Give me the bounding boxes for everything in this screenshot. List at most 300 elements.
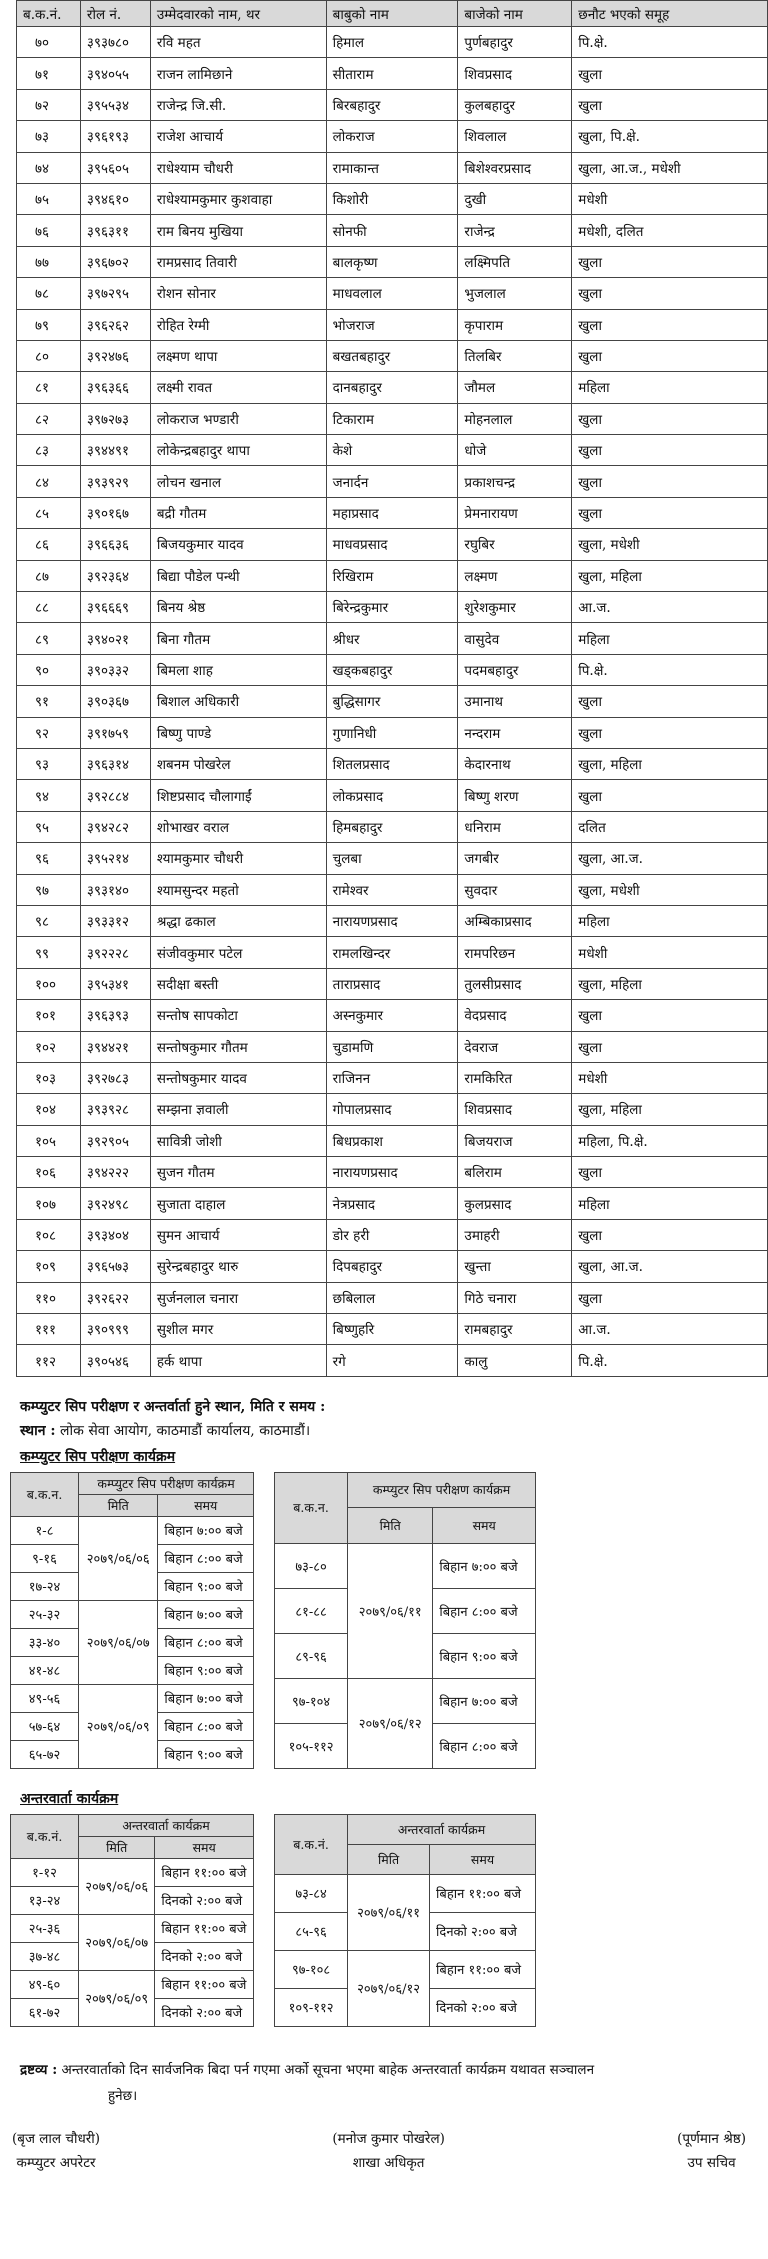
cell-father: गुणानिधी bbox=[326, 717, 458, 748]
signature-name: (पूर्णमान श्रेष्ठ) bbox=[677, 2130, 746, 2147]
cell-name: हर्क थापा bbox=[150, 1345, 326, 1376]
cell-name: राजेन्द्र जि.सी. bbox=[150, 89, 326, 120]
cell-group: मधेशी, दलित bbox=[572, 215, 768, 246]
cell-name: लक्ष्मण थापा bbox=[150, 340, 326, 371]
cell-grandfather: प्रकाशचन्द्र bbox=[458, 466, 572, 497]
cell-roll: ३९२३६४ bbox=[80, 560, 150, 591]
cell-bakan: ९४ bbox=[17, 780, 81, 811]
sched-range: १-१२ bbox=[11, 1858, 79, 1886]
cell-father: नारायणप्रसाद bbox=[326, 1157, 458, 1188]
cell-father: बिधप्रकाश bbox=[326, 1125, 458, 1156]
cell-bakan: ७२ bbox=[17, 89, 81, 120]
sched-date: २०७९/०६/११ bbox=[348, 1543, 433, 1678]
cell-grandfather: कृपाराम bbox=[458, 309, 572, 340]
cell-name: श्यामसुन्दर महतो bbox=[150, 874, 326, 905]
cell-roll: ३९२६२२ bbox=[80, 1282, 150, 1313]
cell-roll: ३९५५३४ bbox=[80, 89, 150, 120]
sched-range: ७३-८० bbox=[275, 1543, 348, 1588]
header-name: उम्मेदवारको नाम, थर bbox=[150, 1, 326, 27]
cell-father: नारायणप्रसाद bbox=[326, 905, 458, 936]
table-row bbox=[17, 748, 768, 779]
signature-officer bbox=[332, 2127, 445, 2175]
cell-group: खुला bbox=[572, 466, 768, 497]
cell-bakan: ९३ bbox=[17, 748, 81, 779]
sched-date: २०७९/०६/०७ bbox=[79, 1914, 155, 1970]
cell-group: महिला bbox=[572, 905, 768, 936]
cell-father: माधवप्रसाद bbox=[326, 529, 458, 560]
cell-grandfather: शिवप्रसाद bbox=[458, 58, 572, 89]
computer-schedule-left bbox=[10, 1472, 254, 1769]
cell-grandfather: खुन्ता bbox=[458, 1251, 572, 1282]
sched-date: २०७९/०६/०९ bbox=[79, 1684, 158, 1768]
cell-father: माधवलाल bbox=[326, 278, 458, 309]
cell-grandfather: रामबहादुर bbox=[458, 1314, 572, 1345]
sched-time: बिहान ११:०० बजे bbox=[430, 1950, 536, 1988]
cell-roll: ३९२२२८ bbox=[80, 937, 150, 968]
header-roll: रोल नं. bbox=[80, 1, 150, 27]
cell-father: भोजराज bbox=[326, 309, 458, 340]
cell-roll: ३९६१९३ bbox=[80, 121, 150, 152]
cell-grandfather: प्रेमनारायण bbox=[458, 497, 572, 528]
cell-roll: ३९२४९८ bbox=[80, 1188, 150, 1219]
table-row bbox=[17, 1031, 768, 1062]
cell-name: लोकेन्द्रबहादुर थापा bbox=[150, 435, 326, 466]
sched-time: बिहान ९:०० बजे bbox=[433, 1633, 536, 1678]
cell-group: खुला bbox=[572, 246, 768, 277]
table-row bbox=[17, 1000, 768, 1031]
sched-header-group: कम्प्युटर सिप परीक्षण कार्यक्रम bbox=[79, 1472, 254, 1494]
cell-father: रामलखिन्दर bbox=[326, 937, 458, 968]
signature-row bbox=[12, 2127, 746, 2175]
cell-father: शितलप्रसाद bbox=[326, 748, 458, 779]
cell-roll: ३९६३११ bbox=[80, 215, 150, 246]
signature-deputy bbox=[677, 2127, 746, 2175]
cell-roll: ३९२८८४ bbox=[80, 780, 150, 811]
sched-time: बिहान ८:०० बजे bbox=[158, 1544, 254, 1572]
cell-roll: ३९२९०५ bbox=[80, 1125, 150, 1156]
sched-range: १-८ bbox=[11, 1516, 79, 1544]
cell-group: खुला bbox=[572, 1282, 768, 1313]
sched-time: बिहान ७:०० बजे bbox=[433, 1678, 536, 1723]
sched-range: ३७-४८ bbox=[11, 1942, 79, 1970]
sched-row bbox=[11, 1516, 254, 1544]
header-grandfather: बाजेको नाम bbox=[458, 1, 572, 27]
cell-bakan: ८७ bbox=[17, 560, 81, 591]
cell-group: खुला bbox=[572, 780, 768, 811]
cell-group: खुला bbox=[572, 1219, 768, 1250]
cell-name: रामप्रसाद तिवारी bbox=[150, 246, 326, 277]
header-bakan: ब.क.नं. bbox=[17, 1, 81, 27]
cell-bakan: ८५ bbox=[17, 497, 81, 528]
cell-bakan: ११२ bbox=[17, 1345, 81, 1376]
cell-roll: ३९४६१० bbox=[80, 183, 150, 214]
cell-bakan: ७० bbox=[17, 27, 81, 58]
cell-name: लोचन खनाल bbox=[150, 466, 326, 497]
table-row bbox=[17, 27, 768, 58]
table-row bbox=[17, 1219, 768, 1250]
table-row bbox=[17, 937, 768, 968]
cell-father: गोपालप्रसाद bbox=[326, 1094, 458, 1125]
cell-bakan: १०६ bbox=[17, 1157, 81, 1188]
table-row bbox=[17, 811, 768, 842]
sched-time: दिनको २:०० बजे bbox=[155, 1942, 254, 1970]
cell-grandfather: रामकिरित bbox=[458, 1062, 572, 1093]
cell-bakan: ८३ bbox=[17, 435, 81, 466]
sched-range: ३३-४० bbox=[11, 1628, 79, 1656]
sched-row bbox=[11, 1600, 254, 1628]
cell-father: सोनफी bbox=[326, 215, 458, 246]
cell-roll: ३९३१४० bbox=[80, 874, 150, 905]
sched-header-date: मिति bbox=[79, 1494, 158, 1516]
table-row bbox=[17, 121, 768, 152]
cell-group: खुला bbox=[572, 497, 768, 528]
table-row bbox=[17, 717, 768, 748]
cell-group: खुला, पि.क्षे. bbox=[572, 121, 768, 152]
cell-bakan: १०० bbox=[17, 968, 81, 999]
cell-roll: ३९३४०४ bbox=[80, 1219, 150, 1250]
sched-time: बिहान ११:०० बजे bbox=[155, 1914, 254, 1942]
cell-group: महिला bbox=[572, 623, 768, 654]
table-row bbox=[17, 372, 768, 403]
cell-bakan: ७३ bbox=[17, 121, 81, 152]
sched-time: बिहान ११:०० बजे bbox=[430, 1874, 536, 1912]
sched-header-group: कम्प्युटर सिप परीक्षण कार्यक्रम bbox=[348, 1472, 536, 1507]
cell-name: रोशन सोनार bbox=[150, 278, 326, 309]
cell-roll: ३९२७८३ bbox=[80, 1062, 150, 1093]
cell-bakan: ७५ bbox=[17, 183, 81, 214]
table-row bbox=[17, 1062, 768, 1093]
cell-name: लक्ष्मी रावत bbox=[150, 372, 326, 403]
table-row bbox=[17, 1125, 768, 1156]
cell-name: रोहित रेग्मी bbox=[150, 309, 326, 340]
interview-schedule-right bbox=[274, 1814, 536, 2027]
sched-row bbox=[275, 1678, 536, 1723]
sched-header-time: समय bbox=[433, 1508, 536, 1543]
cell-name: रवि महत bbox=[150, 27, 326, 58]
cell-group: खुला, महिला bbox=[572, 968, 768, 999]
cell-roll: ३९६३१४ bbox=[80, 748, 150, 779]
cell-father: अस्नकुमार bbox=[326, 1000, 458, 1031]
cell-father: रगे bbox=[326, 1345, 458, 1376]
interview-section-title: अन्तरवार्ता कार्यक्रम bbox=[20, 1790, 119, 1807]
sched-header-bakan: ब.क.नं. bbox=[275, 1814, 348, 1874]
cell-bakan: १०९ bbox=[17, 1251, 81, 1282]
cell-group: खुला bbox=[572, 717, 768, 748]
cell-name: राजन लामिछाने bbox=[150, 58, 326, 89]
cell-bakan: ९५ bbox=[17, 811, 81, 842]
cell-father: ताराप्रसाद bbox=[326, 968, 458, 999]
sched-range: ४९-५६ bbox=[11, 1684, 79, 1712]
cell-name: शबनम पोखरेल bbox=[150, 748, 326, 779]
sched-range: ६५-७२ bbox=[11, 1740, 79, 1768]
cell-group: दलित bbox=[572, 811, 768, 842]
cell-bakan: १०३ bbox=[17, 1062, 81, 1093]
cell-bakan: ८१ bbox=[17, 372, 81, 403]
cell-roll: ३९४२८२ bbox=[80, 811, 150, 842]
cell-grandfather: धनिराम bbox=[458, 811, 572, 842]
signature-name: (मनोज कुमार पोखरेल) bbox=[332, 2130, 445, 2147]
cell-father: लोकप्रसाद bbox=[326, 780, 458, 811]
cell-group: खुला, मधेशी bbox=[572, 529, 768, 560]
note-line-1 bbox=[20, 2057, 760, 2083]
cell-father: नेत्रप्रसाद bbox=[326, 1188, 458, 1219]
table-row bbox=[17, 686, 768, 717]
cell-grandfather: भुजलाल bbox=[458, 278, 572, 309]
cell-bakan: ९० bbox=[17, 654, 81, 685]
cell-father: बखतबहादुर bbox=[326, 340, 458, 371]
cell-father: खड्कबहादुर bbox=[326, 654, 458, 685]
sched-row bbox=[275, 1874, 536, 1912]
table-row bbox=[17, 152, 768, 183]
cell-name: सन्तोषकुमार यादव bbox=[150, 1062, 326, 1093]
cell-roll: ३९७२७३ bbox=[80, 403, 150, 434]
cell-roll: ३९३९२९ bbox=[80, 466, 150, 497]
cell-grandfather: दुखी bbox=[458, 183, 572, 214]
table-row bbox=[17, 1157, 768, 1188]
cell-roll: ३९०९९९ bbox=[80, 1314, 150, 1345]
table-row bbox=[17, 780, 768, 811]
cell-father: बिरेन्द्रकुमार bbox=[326, 592, 458, 623]
cell-group: खुला, महिला bbox=[572, 748, 768, 779]
cell-name: बिद्या पौडेल पन्थी bbox=[150, 560, 326, 591]
computer-schedule-row bbox=[8, 1472, 760, 1769]
cell-group: मधेशी bbox=[572, 1062, 768, 1093]
cell-bakan: ७१ bbox=[17, 58, 81, 89]
sched-time: बिहान ९:०० बजे bbox=[158, 1740, 254, 1768]
cell-roll: ३९०३३२ bbox=[80, 654, 150, 685]
sched-range: १०५-११२ bbox=[275, 1723, 348, 1768]
signature-title: शाखा अधिकृत bbox=[352, 2154, 425, 2171]
cell-grandfather: कुलप्रसाद bbox=[458, 1188, 572, 1219]
cell-grandfather: बिजयराज bbox=[458, 1125, 572, 1156]
cell-grandfather: तुलसीप्रसाद bbox=[458, 968, 572, 999]
sched-date: २०७९/०६/१२ bbox=[348, 1950, 430, 2026]
cell-bakan: १०२ bbox=[17, 1031, 81, 1062]
sched-time: बिहान ८:०० बजे bbox=[158, 1712, 254, 1740]
cell-bakan: ७६ bbox=[17, 215, 81, 246]
cell-father: छबिलाल bbox=[326, 1282, 458, 1313]
cell-roll: ३९०५४६ bbox=[80, 1345, 150, 1376]
sched-header-bakan: ब.क.न. bbox=[11, 1472, 79, 1516]
cell-grandfather: राजेन्द्र bbox=[458, 215, 572, 246]
sched-range: ८९-९६ bbox=[275, 1633, 348, 1678]
cell-grandfather: वेदप्रसाद bbox=[458, 1000, 572, 1031]
cell-roll: ३९४४९१ bbox=[80, 435, 150, 466]
cell-group: खुला, मधेशी bbox=[572, 874, 768, 905]
cell-roll: ३९५२१४ bbox=[80, 843, 150, 874]
cell-grandfather: पदमबहादुर bbox=[458, 654, 572, 685]
table-row bbox=[17, 623, 768, 654]
table-row bbox=[17, 466, 768, 497]
sched-row bbox=[11, 1970, 254, 1998]
sched-header-time: समय bbox=[155, 1836, 254, 1858]
cell-roll: ३९५६०५ bbox=[80, 152, 150, 183]
cell-father: राजिनन bbox=[326, 1062, 458, 1093]
cell-bakan: ९८ bbox=[17, 905, 81, 936]
cell-name: शोभाखर वराल bbox=[150, 811, 326, 842]
table-row bbox=[17, 309, 768, 340]
cell-bakan: १०७ bbox=[17, 1188, 81, 1219]
cell-father: टिकाराम bbox=[326, 403, 458, 434]
table-row bbox=[17, 183, 768, 214]
sched-range: ८५-९६ bbox=[275, 1912, 348, 1950]
sched-range: ९७-१०८ bbox=[275, 1950, 348, 1988]
cell-bakan: ९६ bbox=[17, 843, 81, 874]
cell-name: सन्तोषकुमार गौतम bbox=[150, 1031, 326, 1062]
cell-bakan: ९२ bbox=[17, 717, 81, 748]
cell-father: महाप्रसाद bbox=[326, 497, 458, 528]
cell-grandfather: जौमल bbox=[458, 372, 572, 403]
cell-group: खुला, आ.ज., मधेशी bbox=[572, 152, 768, 183]
cell-bakan: ८९ bbox=[17, 623, 81, 654]
sched-time: बिहान ११:०० बजे bbox=[155, 1858, 254, 1886]
cell-bakan: ९९ bbox=[17, 937, 81, 968]
sched-time: दिनको २:०० बजे bbox=[155, 1998, 254, 2026]
cell-name: श्रद्धा ढकाल bbox=[150, 905, 326, 936]
table-row bbox=[17, 215, 768, 246]
sched-time: बिहान ७:०० बजे bbox=[158, 1516, 254, 1544]
sched-range: ८१-८८ bbox=[275, 1588, 348, 1633]
table-row bbox=[17, 1094, 768, 1125]
cell-bakan: ११० bbox=[17, 1282, 81, 1313]
cell-father: लोकराज bbox=[326, 121, 458, 152]
cell-father: बिष्णुहरि bbox=[326, 1314, 458, 1345]
cell-father: हिमाल bbox=[326, 27, 458, 58]
cell-grandfather: गिठे चनारा bbox=[458, 1282, 572, 1313]
cell-father: श्रीधर bbox=[326, 623, 458, 654]
cell-roll: ३९३९२८ bbox=[80, 1094, 150, 1125]
cell-roll: ३९४४२१ bbox=[80, 1031, 150, 1062]
cell-grandfather: मोहनलाल bbox=[458, 403, 572, 434]
cell-group: खुला bbox=[572, 309, 768, 340]
venue-block bbox=[20, 1395, 760, 1443]
cell-group: खुला bbox=[572, 1157, 768, 1188]
cell-group: आ.ज. bbox=[572, 592, 768, 623]
table-row bbox=[17, 246, 768, 277]
sched-time: दिनको २:०० बजे bbox=[430, 1988, 536, 2026]
signature-name: (बृज लाल चौधरी) bbox=[12, 2130, 101, 2147]
cell-name: सदीक्षा बस्ती bbox=[150, 968, 326, 999]
computer-section-title: कम्प्युटर सिप परीक्षण कार्यक्रम bbox=[20, 1448, 176, 1465]
cell-group: खुला, आ.ज. bbox=[572, 843, 768, 874]
table-row bbox=[17, 874, 768, 905]
sched-time: बिहान ८:०० बजे bbox=[433, 1723, 536, 1768]
sched-time: बिहान ७:०० बजे bbox=[158, 1684, 254, 1712]
cell-name: राजेश आचार्य bbox=[150, 121, 326, 152]
cell-grandfather: कुलबहादुर bbox=[458, 89, 572, 120]
cell-bakan: १०१ bbox=[17, 1000, 81, 1031]
cell-roll: ३९०३६७ bbox=[80, 686, 150, 717]
cell-group: खुला, महिला bbox=[572, 560, 768, 591]
cell-name: सावित्री जोशी bbox=[150, 1125, 326, 1156]
cell-group: महिला bbox=[572, 1188, 768, 1219]
cell-father: हिमबहादुर bbox=[326, 811, 458, 842]
cell-name: सम्झना ज्ञवाली bbox=[150, 1094, 326, 1125]
sched-time: बिहान ९:०० बजे bbox=[158, 1656, 254, 1684]
cell-bakan: ७९ bbox=[17, 309, 81, 340]
table-row bbox=[17, 1282, 768, 1313]
cell-group: खुला bbox=[572, 1031, 768, 1062]
cell-name: बिशाल अधिकारी bbox=[150, 686, 326, 717]
venue-place bbox=[20, 1419, 760, 1443]
sched-range: ५७-६४ bbox=[11, 1712, 79, 1740]
venue-heading: कम्प्युटर सिप परीक्षण र अन्तर्वार्ता हुने स्थान, मिति र समय : bbox=[20, 1398, 326, 1415]
table-row bbox=[17, 497, 768, 528]
cell-roll: ३९६६६९ bbox=[80, 592, 150, 623]
table-row bbox=[17, 1345, 768, 1376]
sched-range: ९७-१०४ bbox=[275, 1678, 348, 1723]
cell-bakan: ७७ bbox=[17, 246, 81, 277]
cell-bakan: ८६ bbox=[17, 529, 81, 560]
cell-group: महिला, पि.क्षे. bbox=[572, 1125, 768, 1156]
cell-group: आ.ज. bbox=[572, 1314, 768, 1345]
cell-bakan: १०५ bbox=[17, 1125, 81, 1156]
cell-bakan: ७४ bbox=[17, 152, 81, 183]
signature-title: उप सचिव bbox=[687, 2154, 736, 2171]
cell-grandfather: कालु bbox=[458, 1345, 572, 1376]
table-row bbox=[17, 1314, 768, 1345]
sched-time: बिहान ७:०० बजे bbox=[433, 1543, 536, 1588]
table-row bbox=[17, 654, 768, 685]
sched-date: २०७९/०६/०६ bbox=[79, 1516, 158, 1600]
signature-title: कम्प्युटर अपरेटर bbox=[16, 2154, 96, 2171]
venue-place-label: स्थान : bbox=[20, 1422, 56, 1439]
cell-grandfather: नन्दराम bbox=[458, 717, 572, 748]
sched-range: १३-२४ bbox=[11, 1886, 79, 1914]
cell-father: चुलबा bbox=[326, 843, 458, 874]
sched-header-bakan: ब.क.नं. bbox=[11, 1814, 79, 1858]
cell-group: खुला bbox=[572, 403, 768, 434]
cell-father: किशोरी bbox=[326, 183, 458, 214]
sched-time: बिहान ११:०० बजे bbox=[155, 1970, 254, 1998]
sched-range: ६१-७२ bbox=[11, 1998, 79, 2026]
table-row bbox=[17, 278, 768, 309]
cell-roll: ३९५३४१ bbox=[80, 968, 150, 999]
cell-roll: ३९६७०२ bbox=[80, 246, 150, 277]
cell-roll: ३९३३१२ bbox=[80, 905, 150, 936]
cell-name: शिष्टप्रसाद चौलागाईं bbox=[150, 780, 326, 811]
cell-name: राम बिनय मुखिया bbox=[150, 215, 326, 246]
cell-group: पि.क्षे. bbox=[572, 27, 768, 58]
interview-schedule-row bbox=[8, 1814, 760, 2027]
sched-date: २०७९/०६/०६ bbox=[79, 1858, 155, 1914]
table-row bbox=[17, 560, 768, 591]
table-row bbox=[17, 592, 768, 623]
computer-schedule-right bbox=[274, 1472, 536, 1769]
table-row bbox=[17, 403, 768, 434]
cell-bakan: १११ bbox=[17, 1314, 81, 1345]
sched-range: ७३-८४ bbox=[275, 1874, 348, 1912]
cell-group: खुला bbox=[572, 1000, 768, 1031]
table-row bbox=[17, 529, 768, 560]
cell-group: खुला, आ.ज. bbox=[572, 1251, 768, 1282]
table-row bbox=[17, 843, 768, 874]
sched-header-group: अन्तरवार्ता कार्यक्रम bbox=[348, 1814, 536, 1844]
table-row bbox=[17, 1188, 768, 1219]
cell-father: रिखिराम bbox=[326, 560, 458, 591]
cell-bakan: ९१ bbox=[17, 686, 81, 717]
signature-operator bbox=[12, 2127, 100, 2175]
cell-group: खुला bbox=[572, 278, 768, 309]
cell-grandfather: बिष्णु शरण bbox=[458, 780, 572, 811]
cell-name: सुजाता दाहाल bbox=[150, 1188, 326, 1219]
cell-grandfather: वासुदेव bbox=[458, 623, 572, 654]
cell-group: खुला, महिला bbox=[572, 1094, 768, 1125]
interview-schedule-left bbox=[10, 1814, 254, 2027]
cell-grandfather: बिशेश्वरप्रसाद bbox=[458, 152, 572, 183]
cell-name: श्यामकुमार चौधरी bbox=[150, 843, 326, 874]
cell-grandfather: रामपरिछन bbox=[458, 937, 572, 968]
